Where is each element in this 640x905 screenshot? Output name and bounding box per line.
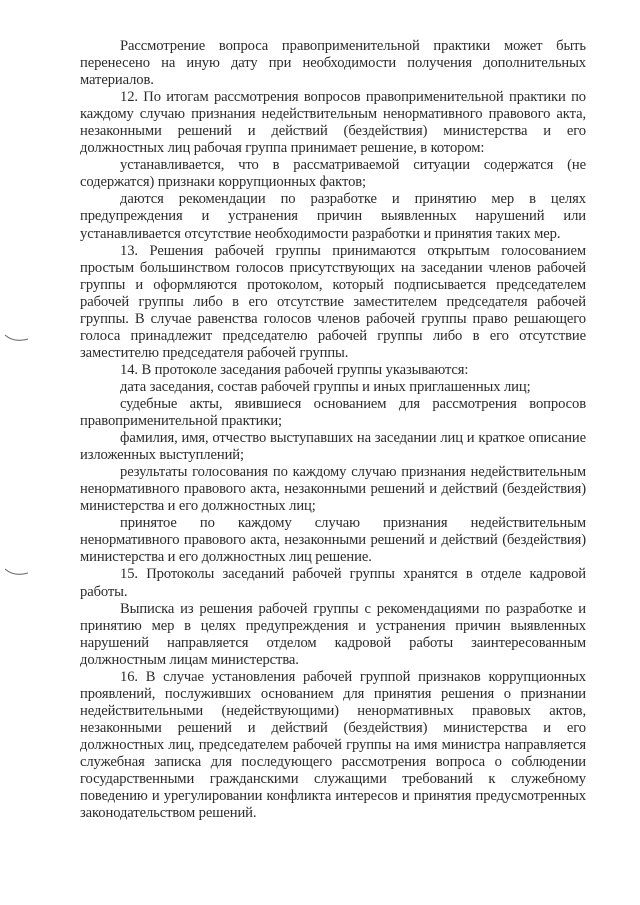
scan-margin-mark (4, 566, 30, 578)
paragraph: дата заседания, состав рабочей группы и иных приглашенных лиц; (120, 378, 531, 395)
paragraph: результаты голосования по каждому случаю признания недействительным ненормативного правового акта, незаконными решений и действий (бездействия) министерства и его должностных лиц; (80, 464, 586, 515)
paragraph: устанавливается, что в рассматриваемой ситуации содержатся (не содержатся) признаки коррупционных фактов; (80, 157, 586, 191)
paragraph-item-15: 15. Протоколы заседаний рабочей группы хранятся в отделе кадровой работы. (80, 566, 586, 600)
paragraph: фамилия, имя, отчество выступавших на заседании лиц и краткое описание изложенных выступлений; (80, 430, 586, 464)
paragraph-item-12: 12. По итогам рассмотрения вопросов правоприменительной практики по каждому случаю признания недействительным ненормативного правового акта, незаконными решений и действий (бездействия) министерства и его должностных лиц рабочая группа принимает решение, в котором: (80, 89, 586, 157)
document-body (80, 38, 586, 822)
paragraph: судебные акты, явившиеся основанием для рассмотрения вопросов правоприменительной практики; (80, 395, 586, 430)
paragraph: Выписка из решения рабочей группы с рекомендациями по разработке и принятию мер в целях предупреждения и устранения причин выявленных нарушений направляется отделом кадровой работы заинтересованным должностным лицам министерства. (80, 600, 586, 668)
paragraph: принятое по каждому случаю признания недействительным ненормативного правового акта, незаконными решений и действий (бездействия) министерства и его должностных лиц решение. (80, 515, 586, 566)
paragraph: даются рекомендации по разработке и принятию мер в целях предупреждения и устранения причин выявленных нарушений или устанавливается отсутствие необходимости разработки и принятия таких мер. (80, 191, 586, 242)
paragraph-item-13: 13. Решения рабочей группы принимаются открытым голосованием простым большинством голосов присутствующих на заседании членов рабочей группы и оформляются протоколом, который подписывается председателем рабочей группы либо в его отсутствие заместителем председателя рабочей группы. В случае равенства голосов членов рабочей группы право решающего голоса принадлежит председателю рабочей группы либо в его отсутствие заместителю председателя рабочей группы. (80, 242, 586, 361)
scan-margin-mark (4, 332, 30, 344)
paragraph-item-14: 14. В протоколе заседания рабочей группы указываются: (120, 361, 469, 378)
paragraph-item-16: 16. В случае установления рабочей группой признаков коррупционных проявлений, послуживших основанием для принятия решения о признании недействительными (недействующими) ненормативных правовых актов, незаконными решений и действий (бездействия) министерства и его должностных лиц, председателем рабочей группы на имя министра направляется служебная записка для последующего рассмотрения вопроса о соблюдении государственными гражданскими служащими требований к служебному поведению и урегулировании конфликта интересов и принятия предусмотренных законодательством решений. (80, 668, 586, 822)
paragraph: Рассмотрение вопроса правоприменительной практики может быть перенесено на иную дату при необходимости получения дополнительных материалов. (80, 38, 586, 89)
